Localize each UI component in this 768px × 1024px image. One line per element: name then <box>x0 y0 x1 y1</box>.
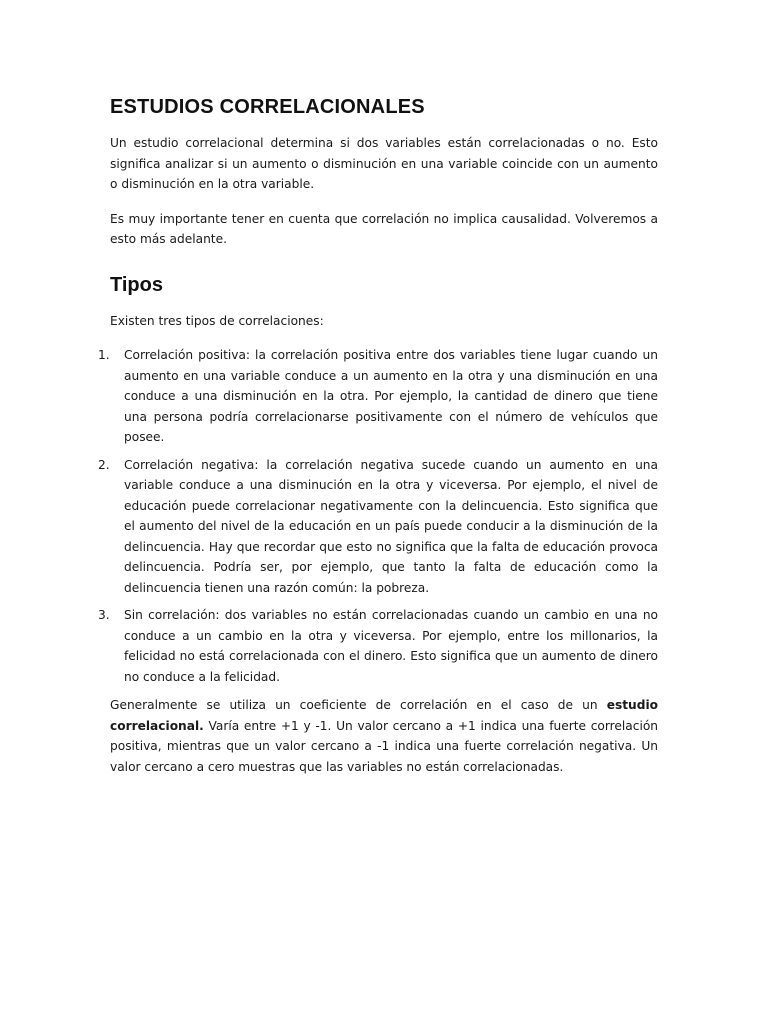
section-heading: Tipos <box>110 273 163 296</box>
document-title: ESTUDIOS CORRELACIONALES <box>110 96 425 118</box>
list-item-number: 3. <box>98 608 110 622</box>
list-item <box>98 455 658 599</box>
correlation-types-list <box>98 345 658 687</box>
closing-text-after: Varía entre +1 y -1. Un valor cercano a +1 indica una fuerte correlación positiva, mientras que un valor cercano a -1 indica una fuerte correlación negativa. Un valor cercano a cero muestras que las variables no están correlacionadas. <box>110 718 659 774</box>
document-content <box>98 96 659 791</box>
list-item-number: 1. <box>98 348 110 362</box>
list-item <box>98 605 658 687</box>
list-item-text: Sin correlación: dos variables no están correlacionadas cuando un cambio en una no conduce a un cambio en la otra y viceversa. Por ejemplo, entre los millonarios, la felicidad no está correlacionada con el dinero. Esto significa que un aumento de dinero no conduce a la felicidad. <box>124 608 658 684</box>
list-item-number: 2. <box>98 457 110 472</box>
closing-text-before: Generalmente se utiliza un coeficiente de correlación en el caso de un <box>110 698 598 712</box>
list-item <box>98 345 658 448</box>
list-item-text: Correlación positiva: la correlación positiva entre dos variables tiene lugar cuando un aumento en una variable conduce a un aumento en la otra y una disminución en una conduce a una disminución en la otra. Por ejemplo, la cantidad de dinero que tiene una persona podría correlacionarse positivamente con el número de vehículos que posee. <box>124 348 658 444</box>
closing-paragraph <box>110 695 658 777</box>
note-paragraph: Es muy importante tener en cuenta que correlación no implica causalidad. Volveremos a esto más adelante. <box>110 211 658 246</box>
intro-paragraph: Un estudio correlacional determina si dos variables están correlacionadas o no. Esto significa analizar si un aumento o disminución en una variable coincide con un aumento o disminución en la otra variable. <box>110 136 658 191</box>
section-intro: Existen tres tipos de correlaciones: <box>110 313 324 328</box>
closing-bold-term: estudio correlacional. <box>110 698 659 733</box>
list-item-text: Correlación negativa: la correlación negativa sucede cuando un aumento en una variable conduce a una disminución en la otra y viceversa. Por ejemplo, el nivel de educación puede correlacionar negativamente con la delincuencia. Esto significa que el aumento del nivel de la educación en un país puede conducir a la disminución de la delincuencia. Hay que recordar que esto no significa que la falta de educación provoca delincuencia. Podría ser, por ejemplo, que tanto la falta de educación como la delincuencia tienen una razón común: la pobreza. <box>124 457 658 595</box>
